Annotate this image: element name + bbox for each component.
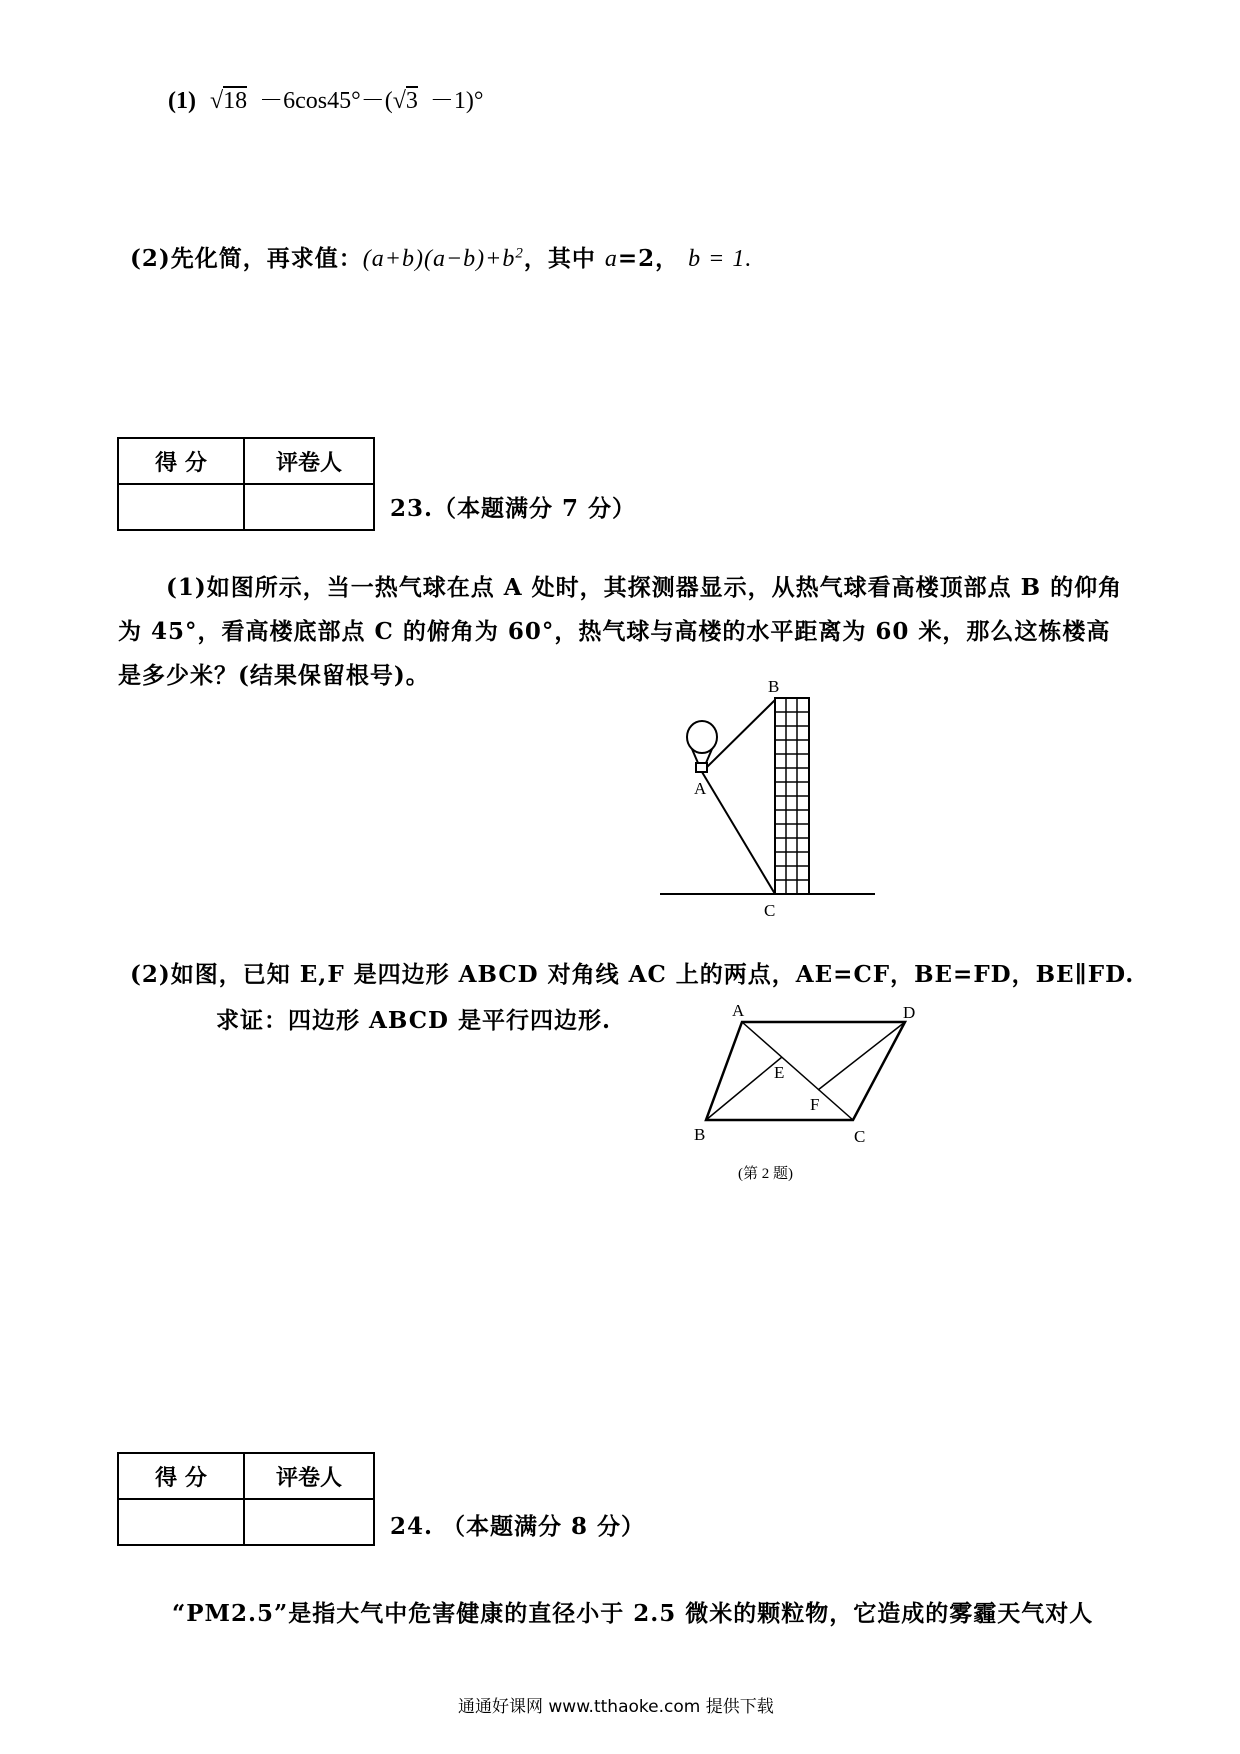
q22-p2-b: b = 1. — [688, 246, 753, 272]
q22-p1-tail: －1)° — [429, 88, 484, 114]
q23-part2-text: (2)如图，已知 E,F 是四边形 ABCD 对角线 AC 上的两点，AE=CF，BE=FD，BE∥FD. — [130, 961, 1135, 988]
grader-header: 评卷人 — [244, 1453, 374, 1499]
fig2-label-E: E — [774, 1063, 785, 1082]
score-cell — [118, 1499, 244, 1545]
grader-header: 评卷人 — [244, 438, 374, 484]
building — [775, 698, 809, 894]
fig2-label-C: C — [854, 1127, 866, 1146]
q22-p1-label: (1) — [168, 88, 196, 114]
score-table-24 — [117, 1452, 375, 1546]
q22-p2-where: ，其中 — [523, 245, 596, 272]
q23-part2-prove: 求证：四边形 ABCD 是平行四边形. — [216, 1007, 611, 1034]
hot-air-balloon-icon — [687, 721, 717, 772]
fig2-label-A: A — [732, 1001, 745, 1020]
q22-p2-expr: (a+b)(a−b)+b — [362, 246, 516, 272]
fig1-label-A: A — [694, 779, 707, 798]
q22-part1 — [168, 80, 484, 115]
score-cell — [118, 484, 244, 530]
diagonal-AC — [742, 1022, 853, 1120]
quadrilateral-ABCD — [706, 1022, 905, 1120]
figure-balloon-building — [650, 672, 890, 922]
grader-cell — [244, 1499, 374, 1545]
q23-heading: 23.（本题满分 7 分） — [390, 495, 637, 522]
score-header: 得 分 — [118, 1453, 244, 1499]
sqrt-symbol-icon: √ — [392, 88, 406, 114]
page-footer: 通通好课网 www.tthaoke.com 提供下载 — [458, 1697, 774, 1717]
fig1-label-C: C — [764, 901, 776, 920]
q22-p1-sqrt2-arg: 3 — [405, 88, 418, 114]
fig2-label-D: D — [903, 1003, 916, 1022]
q24-text: “PM2.5”是指大气中危害健康的直径小于 2.5 微米的颗粒物，它造成的雾霾天气对人 — [172, 1600, 1094, 1627]
q22-p2-label: (2)先化简，再求值： — [130, 245, 363, 272]
score-header: 得 分 — [118, 438, 244, 484]
grader-cell — [244, 484, 374, 530]
fig2-caption: (第 2 题) — [738, 1166, 793, 1182]
q22-p1-sqrt-arg: 18 — [223, 88, 248, 114]
q23-part1-text: (1)如图所示，当一热气球在点 A 处时，其探测器显示，从热气球看高楼顶部点 B 的仰角为 45°，看高楼底部点 C 的俯角为 60°，热气球与高楼的水平距离为 60 米，那么这栋楼高是多少米？(结果保留根号)。 — [118, 574, 1123, 689]
q22-part2 — [130, 240, 752, 273]
q22-p2-expr-sup: 2 — [515, 245, 524, 262]
q22-p1-mid: －6cos45°－( — [259, 88, 393, 114]
sqrt-symbol-icon: √ — [209, 88, 224, 114]
q22-p2-aval: =2， — [617, 245, 680, 272]
segment-FD — [818, 1022, 905, 1090]
fig2-label-B: B — [694, 1125, 706, 1144]
line-AC — [702, 772, 775, 894]
q22-p2-a: a — [604, 246, 618, 272]
q24-heading: 24. （本题满分 8 分） — [390, 1513, 646, 1540]
figure-parallelogram — [690, 1000, 940, 1195]
fig2-label-F: F — [810, 1095, 820, 1114]
fig1-label-B: B — [768, 677, 780, 696]
score-table-23 — [117, 437, 375, 531]
